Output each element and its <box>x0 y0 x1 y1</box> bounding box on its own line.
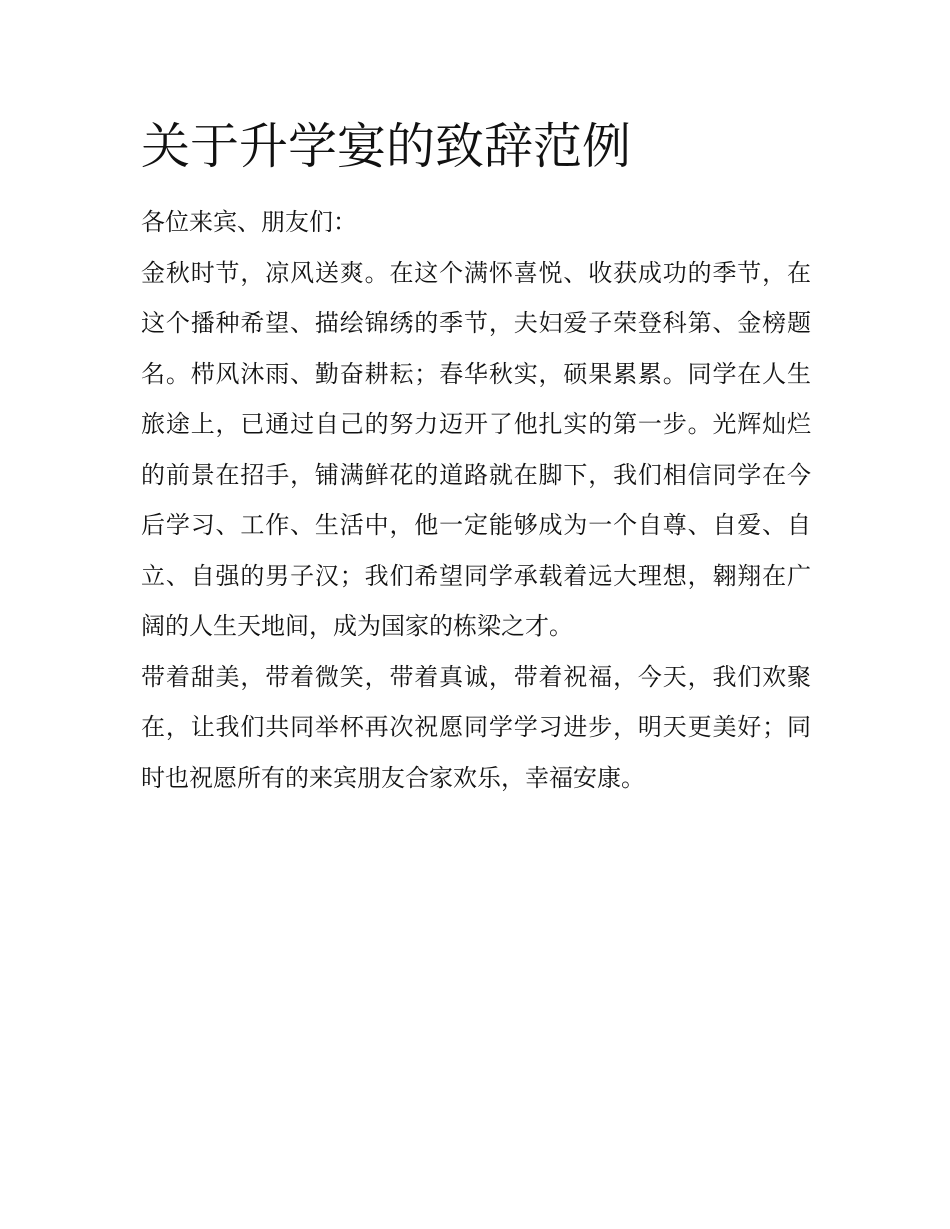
document-title: 关于升学宴的致辞范例 <box>141 118 632 175</box>
greeting-line: 各位来宾、朋友们： <box>141 208 357 236</box>
body-paragraph: 金秋时节，凉风送爽。在这个满怀喜悦、收获成功的季节，在这个播种希望、描绘锦绣的季节，夫妇爱子荣登科第、金榜题名。栉风沐雨、勤奋耕耘；春华秋实，硕果累累。同学在人生旅途上，已通过自己的努力迈开了他扎实的第一步。光辉灿烂的前景在招手，铺满鲜花的道路就在脚下，我们相信同学在今后学习、工作、生活中，他一定能够成为一个自尊、自爱、自立、自强的男子汉；我们希望同学承载着远大理想，翱翔在广阔的人生天地间，成为国家的栋梁之才。 <box>141 258 811 640</box>
body-paragraph: 带着甜美，带着微笑，带着真诚，带着祝福，今天，我们欢聚在，让我们共同举杯再次祝愿同学学习进步，明天更美好；同时也祝愿所有的来宾朋友合家欢乐，幸福安康。 <box>141 662 811 792</box>
document-body <box>141 197 811 803</box>
